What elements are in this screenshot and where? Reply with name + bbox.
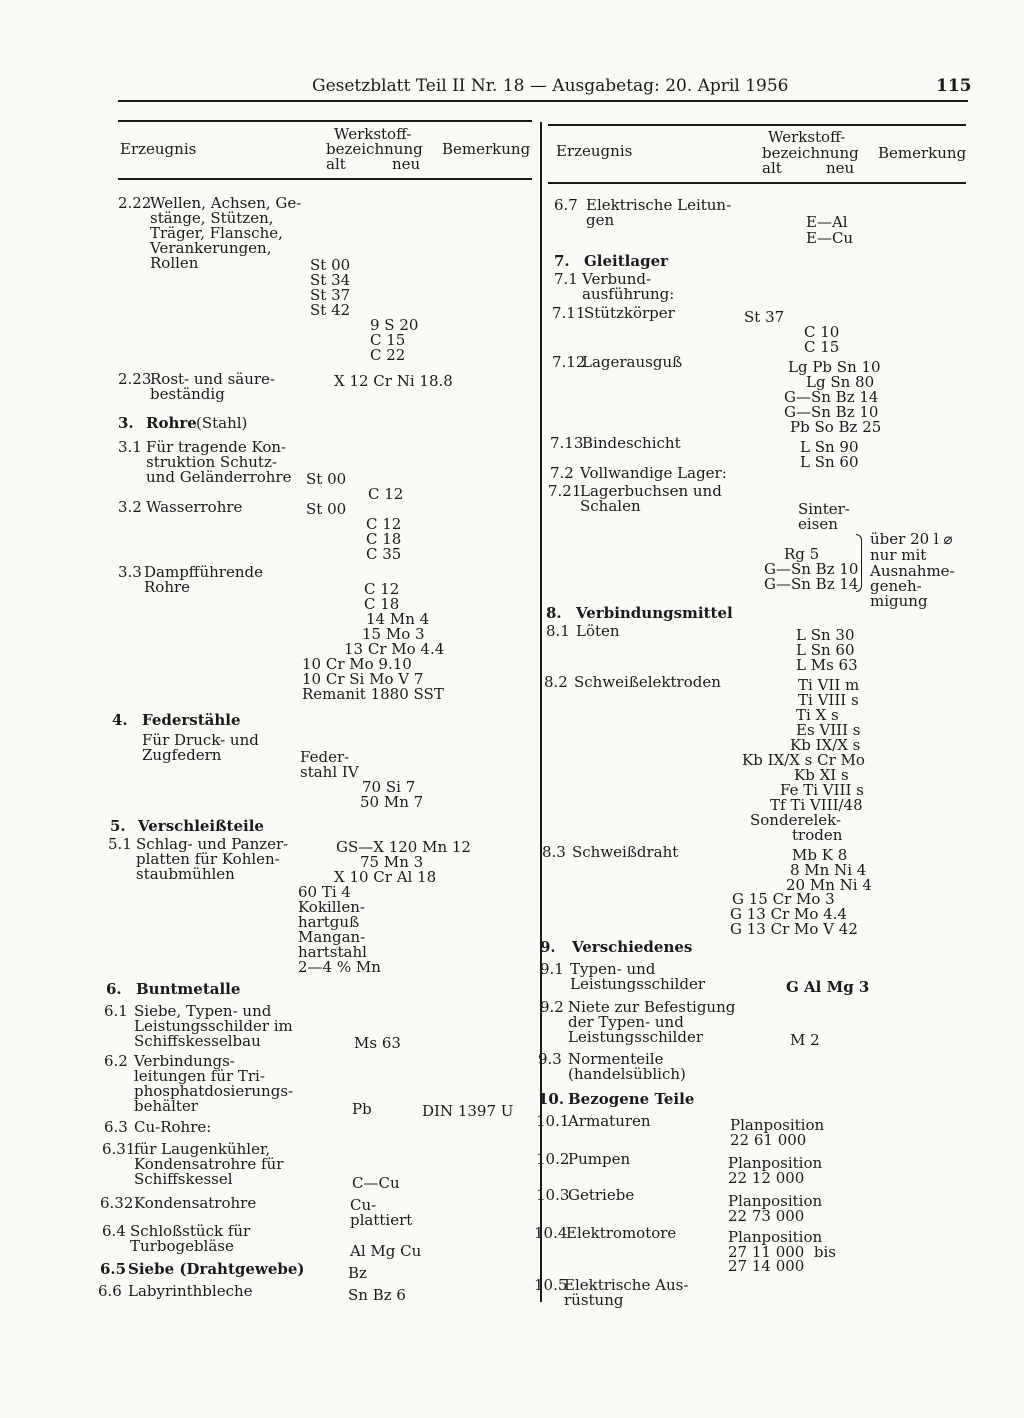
entry-text: Schiffskessel: [134, 1170, 233, 1188]
material-new: C 18: [366, 530, 402, 548]
plan-position: Planposition: [728, 1192, 823, 1210]
material: X 12 Cr Ni 18.8: [334, 372, 453, 390]
right-header-top-rule: [548, 124, 966, 126]
material: G 13 Cr Mo 4.4: [730, 905, 848, 923]
entry-text: Rollen: [150, 254, 199, 272]
remark: migung: [870, 592, 928, 610]
entry-text: Stützkörper: [584, 304, 675, 322]
material: G—Sn Bz 14: [764, 575, 859, 593]
right-header-bottom-rule: [548, 182, 966, 184]
col-product: Erzeugnis: [120, 140, 197, 158]
material: Sinter-: [798, 500, 850, 518]
entry-text: Leistungsschilder: [570, 975, 705, 993]
material-new: C 12: [366, 515, 402, 533]
entry-text: Elektrische Aus-: [564, 1276, 689, 1294]
entry-text: Schalen: [580, 497, 641, 515]
entry-text: Lagerausguß: [582, 353, 683, 371]
entry-text: Lagerbuchsen und: [580, 482, 722, 500]
material: L Sn 60: [796, 641, 855, 659]
material-old: St 00: [306, 500, 347, 518]
entry-number: 7.2: [550, 464, 574, 482]
material: Sonderelek-: [750, 811, 842, 829]
material: Pb So Bz 25: [790, 418, 882, 436]
col-material-1-right: Werkstoff-: [768, 128, 846, 146]
entry-text: Niete zur Befestigung: [568, 998, 736, 1016]
entry-number: 7.12: [552, 353, 586, 371]
entry-text: stänge, Stützen,: [150, 209, 274, 227]
entry-text: Wellen, Achsen, Ge-: [150, 194, 302, 212]
material: M 2: [790, 1031, 820, 1049]
material: G—Sn Bz 10: [764, 560, 859, 578]
entry-text: Elektrische Leitun-: [586, 196, 732, 214]
entry-text: Schlag- und Panzer-: [136, 835, 289, 853]
material-new: C 35: [366, 545, 402, 563]
material: L Sn 90: [800, 438, 859, 456]
entry-text: Getriebe: [568, 1186, 635, 1204]
material: Rg 5: [784, 545, 820, 563]
entry-text: Zugfedern: [142, 746, 222, 764]
entry-text: gen: [586, 211, 615, 229]
entry-text: Bindeschicht: [582, 434, 681, 452]
col-old: alt: [326, 155, 346, 173]
material-old: St 37: [744, 308, 785, 326]
material: 8 Mn Ni 4: [790, 861, 867, 879]
entry-number: 8.1: [546, 622, 570, 640]
material: L Sn 30: [796, 626, 855, 644]
page-header: Gesetzblatt Teil II Nr. 18 — Ausgabetag: 20. April 1956: [312, 76, 789, 96]
entry-text: Rost- und säure-: [150, 370, 275, 388]
section-number: 10.: [538, 1090, 565, 1108]
section-title: Rohre: [146, 414, 197, 432]
section-number: 4.: [112, 711, 128, 729]
material-old: St 00: [306, 470, 347, 488]
section-title: Gleitlager: [584, 252, 669, 270]
remark: über 20 l ⌀: [870, 530, 953, 548]
material-new: C 15: [370, 331, 406, 349]
entry-text: behälter: [134, 1097, 198, 1115]
entry-text: Typen- und: [570, 960, 656, 978]
entry-text: Verbund-: [582, 270, 652, 288]
entry-text: der Typen- und: [568, 1013, 684, 1031]
entry-text: Rohre: [144, 578, 191, 596]
entry-text: für Laugenkühler,: [134, 1140, 271, 1158]
material: Bz: [348, 1264, 367, 1282]
material: eisen: [798, 515, 838, 533]
entry-text: Schiffskesselbau: [134, 1032, 261, 1050]
entry-number: 3.2: [118, 498, 142, 516]
section-title: Verbindungsmittel: [576, 604, 733, 622]
material: Kb IX/X s Cr Mo: [742, 751, 865, 769]
material: G—Sn Bz 14: [784, 388, 879, 406]
entry-number: 10.4: [534, 1224, 568, 1242]
entry-number: 7.13: [550, 434, 584, 452]
entry-text: Siebe, Typen- und: [134, 1002, 272, 1020]
material: Remanit 1880 SST: [302, 685, 444, 703]
material: 10 Cr Si Mo V 7: [302, 670, 424, 688]
remark: Ausnahme-: [870, 562, 955, 580]
section-title: Federstähle: [142, 711, 241, 729]
entry-text: Vollwandige Lager:: [580, 464, 727, 482]
entry-number: 10.1: [536, 1112, 570, 1130]
material: G Al Mg 3: [786, 978, 870, 996]
material: 10 Cr Mo 9.10: [302, 655, 412, 673]
material: troden: [792, 826, 843, 844]
material: L Sn 60: [800, 453, 859, 471]
material: Kb XI s: [794, 766, 849, 784]
col-old-right: alt: [762, 159, 782, 177]
material: 50 Mn 7: [360, 793, 424, 811]
material: G 15 Cr Mo 3: [732, 890, 835, 908]
entry-text: Träger, Flansche,: [150, 224, 283, 242]
remark-brace: [856, 534, 862, 592]
material: C 12: [364, 580, 400, 598]
section-title: Bezogene Teile: [568, 1090, 695, 1108]
material: E—Al: [806, 213, 848, 231]
material-old: St 37: [310, 286, 351, 304]
entry-number: 2.22: [118, 194, 152, 212]
section-number: 6.: [106, 980, 122, 998]
entry-text: Verankerungen,: [150, 239, 272, 257]
material: G 13 Cr Mo V 42: [730, 920, 858, 938]
material: Ti X s: [796, 706, 839, 724]
entry-number: 6.1: [104, 1002, 128, 1020]
material: hartguß: [298, 913, 360, 931]
material: Feder-: [300, 748, 350, 766]
entry-number: 6.4: [102, 1222, 126, 1240]
material: Pb: [352, 1100, 372, 1118]
entry-text: Leistungsschilder im: [134, 1017, 293, 1035]
plan-number: 22 73 000: [728, 1207, 805, 1225]
entry-number: 2.23: [118, 370, 152, 388]
entry-text: Für Druck- und: [142, 731, 259, 749]
entry-number: 5.1: [108, 835, 132, 853]
col-new: neu: [392, 155, 421, 173]
material: 2—4 % Mn: [298, 958, 381, 976]
entry-number: 9.2: [540, 998, 564, 1016]
section-title: Buntmetalle: [136, 980, 241, 998]
material: GS—X 120 Mn 12: [336, 838, 471, 856]
entry-number: 6.31: [102, 1140, 136, 1158]
page-number: 115: [936, 76, 972, 96]
material: 13 Cr Mo 4.4: [344, 640, 445, 658]
entry-text: Cu-Rohre:: [134, 1118, 212, 1136]
plan-position: Planposition: [730, 1116, 825, 1134]
material-new: C 22: [370, 346, 406, 364]
material: 70 Si 7: [362, 778, 416, 796]
entry-number: 10.2: [536, 1150, 570, 1168]
section-number: 5.: [110, 817, 126, 835]
entry-text: phosphatdosierungs-: [134, 1082, 294, 1100]
plan-position: Planposition: [728, 1228, 823, 1246]
material: 15 Mo 3: [362, 625, 425, 643]
entry-number: 7.21: [548, 482, 582, 500]
section-title: Verschiedenes: [572, 938, 693, 956]
entry-text: Turbogebläse: [130, 1237, 234, 1255]
entry-number: 10.5: [534, 1276, 568, 1294]
entry-text: staubmühlen: [136, 865, 235, 883]
entry-number: 6.32: [100, 1194, 134, 1212]
col-material-1: Werkstoff-: [334, 125, 412, 143]
remark: geneh-: [870, 577, 922, 595]
col-remark-right: Bemerkung: [878, 144, 967, 162]
entry-number: 3.3: [118, 563, 142, 581]
material: E—Cu: [806, 229, 854, 247]
material: stahl IV: [300, 763, 359, 781]
entry-number: 6.6: [98, 1282, 122, 1300]
col-remark: Bemerkung: [442, 140, 531, 158]
material: Es VIII s: [796, 721, 861, 739]
entry-number: 8.3: [542, 843, 566, 861]
material-new: 9 S 20: [370, 316, 419, 334]
material: Cu-: [350, 1196, 377, 1214]
entry-text: Leistungsschilder: [568, 1028, 703, 1046]
material-old: St 00: [310, 256, 351, 274]
entry-text: Schloßstück für: [130, 1222, 251, 1240]
material: Mangan-: [298, 928, 366, 946]
entry-number: 6.3: [104, 1118, 128, 1136]
entry-text: leitungen für Tri-: [134, 1067, 265, 1085]
plan-number: 27 14 000: [728, 1257, 805, 1275]
entry-text: struktion Schutz-: [146, 453, 277, 471]
entry-text: Kondensatrohre: [134, 1194, 257, 1212]
entry-text: Verbindungs-: [134, 1052, 235, 1070]
section-number: 7.: [554, 252, 570, 270]
entry-number: 6.7: [554, 196, 578, 214]
col-material-2: bezeichnung: [326, 140, 423, 158]
entry-text: ausführung:: [582, 285, 675, 303]
material: Mb K 8: [792, 846, 848, 864]
plan-position: Planposition: [728, 1154, 823, 1172]
entry-text: (handelsüblich): [568, 1065, 686, 1083]
material: Lg Pb Sn 10: [788, 358, 881, 376]
entry-text: Schweißelektroden: [574, 673, 721, 691]
remark: nur mit: [870, 546, 927, 564]
left-header-bottom-rule: [118, 178, 532, 180]
section-number: 9.: [540, 938, 556, 956]
material: plattiert: [350, 1211, 413, 1229]
material: 20 Mn Ni 4: [786, 876, 872, 894]
entry-number: 10.3: [536, 1186, 570, 1204]
entry-number: 9.3: [538, 1050, 562, 1068]
entry-text: rüstung: [564, 1291, 624, 1309]
plan-number: 27 11 000 bis: [728, 1243, 836, 1261]
material: 75 Mn 3: [360, 853, 424, 871]
entry-text: Elektromotore: [566, 1224, 677, 1242]
entry-number: 6.2: [104, 1052, 128, 1070]
material: Tf Ti VIII/48: [770, 796, 863, 814]
section-suffix: (Stahl): [196, 414, 248, 432]
material: hartstahl: [298, 943, 367, 961]
material-new: C 10: [804, 323, 840, 341]
left-header-top-rule: [118, 120, 532, 122]
material: C—Cu: [352, 1174, 400, 1192]
entry-text: Schweißdraht: [572, 843, 679, 861]
section-number: 3.: [118, 414, 134, 432]
entry-text: Normenteile: [568, 1050, 664, 1068]
material: Kokillen-: [298, 898, 365, 916]
entry-text: Labyrinthbleche: [128, 1282, 253, 1300]
material: Lg Sn 80: [806, 373, 875, 391]
material: G—Sn Bz 10: [784, 403, 879, 421]
entry-text: Dampfführende: [144, 563, 263, 581]
material: 60 Ti 4: [298, 883, 351, 901]
material: Sn Bz 6: [348, 1286, 406, 1304]
entry-text: Wasserrohre: [146, 498, 243, 516]
entry-number: 7.11: [552, 304, 586, 322]
entry-number: 7.1: [554, 270, 578, 288]
material-new: C 12: [368, 485, 404, 503]
entry-text: und Geländerrohre: [146, 468, 292, 486]
col-product-right: Erzeugnis: [556, 142, 633, 160]
material-old: St 34: [310, 271, 351, 289]
material: L Ms 63: [796, 656, 858, 674]
entry-text: platten für Kohlen-: [136, 850, 280, 868]
header-rule: [118, 100, 968, 102]
material: 14 Mn 4: [366, 610, 430, 628]
entry-text: Pumpen: [568, 1150, 631, 1168]
material: Al Mg Cu: [350, 1242, 422, 1260]
entry-text: Armaturen: [568, 1112, 651, 1130]
col-new-right: neu: [826, 159, 855, 177]
entry-text: beständig: [150, 385, 225, 403]
entry-text: Für tragende Kon-: [146, 438, 287, 456]
section-number: 8.: [546, 604, 562, 622]
entry-number: 6.5: [100, 1260, 127, 1278]
section-title: Verschleißteile: [138, 817, 264, 835]
material: Fe Ti VIII s: [780, 781, 864, 799]
material: Ms 63: [354, 1034, 401, 1052]
entry-number: 8.2: [544, 673, 568, 691]
material: Kb IX/X s: [790, 736, 861, 754]
material: Ti VIII s: [798, 691, 859, 709]
material-old: St 42: [310, 301, 351, 319]
entry-text: Kondensatrohre für: [134, 1155, 284, 1173]
material: X 10 Cr Al 18: [334, 868, 437, 886]
plan-number: 22 12 000: [728, 1169, 805, 1187]
material: C 18: [364, 595, 400, 613]
remark: DIN 1397 U: [422, 1102, 514, 1120]
entry-text: Siebe (Drahtgewebe): [128, 1260, 305, 1278]
material-new: C 15: [804, 338, 840, 356]
material: Ti VII m: [798, 676, 860, 694]
entry-number: 3.1: [118, 438, 142, 456]
entry-text: Löten: [576, 622, 620, 640]
entry-number: 9.1: [540, 960, 564, 978]
plan-number: 22 61 000: [730, 1131, 807, 1149]
col-material-2-right: bezeichnung: [762, 144, 859, 162]
